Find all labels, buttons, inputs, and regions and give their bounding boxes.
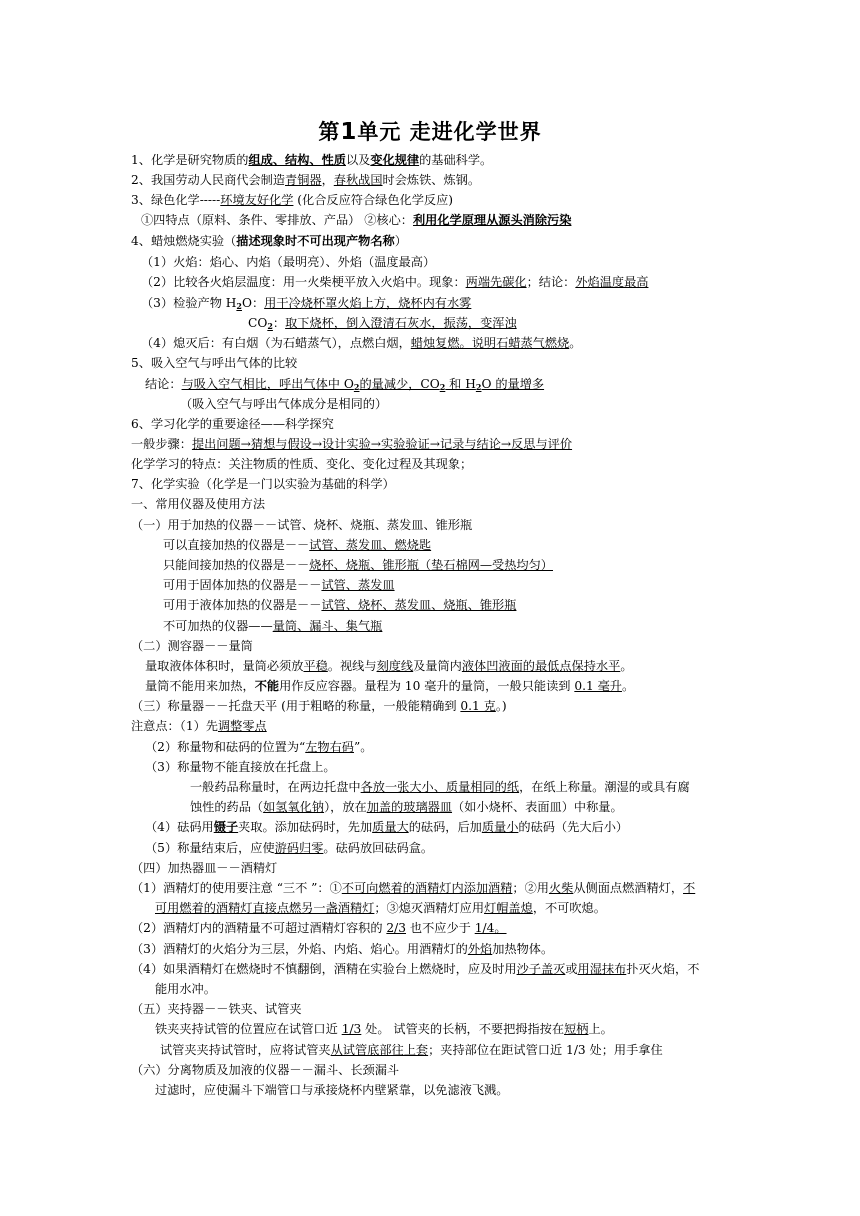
text-line <box>131 961 699 978</box>
text-line <box>141 254 435 271</box>
text-line <box>163 537 431 554</box>
text-line <box>141 212 571 229</box>
underlined-key-term: 外焰 <box>467 942 493 956</box>
text-run: （3）检验产物 H <box>141 296 237 310</box>
underlined-key-term: 利用化学原理从源头消除污染 <box>413 213 572 227</box>
text-run: 从侧面点燃酒精灯， <box>573 881 684 895</box>
underlined-key-term: 游码归零 <box>274 841 324 855</box>
underlined-key-term: 用干冷烧杯罩火焰上方，烧杯内有水雾 <box>264 296 472 310</box>
underlined-key-term: 烧杯、烧瓶、锥形瓶（垫石棉网—受热均匀） <box>309 558 553 572</box>
text-line <box>145 819 628 836</box>
text-line <box>131 456 472 473</box>
text-line <box>131 436 572 453</box>
text-run: 量筒不能用来加热， <box>145 679 255 693</box>
text-line <box>248 315 517 335</box>
text-run: ；夹持部位在距试管口近 1/3 处；用手拿住 <box>428 1043 663 1057</box>
text-run: （六）分离物质及加液的仪器－－漏斗、长颈漏斗 <box>131 1063 400 1077</box>
text-run: （5）称量结束后，应使 <box>145 841 275 855</box>
text-run: 1、化学是研究物质的 <box>131 153 249 167</box>
text-run: 扑灭火焰，不 <box>626 962 700 976</box>
text-run: ，在纸上称量。潮湿的或具有腐 <box>519 780 690 794</box>
underlined-key-term: 平稳 <box>303 659 328 673</box>
underlined-key-term: 0.1 毫升 <box>574 679 622 693</box>
text-line <box>155 1021 613 1038</box>
text-line <box>131 638 253 655</box>
text-run: O： <box>241 296 265 310</box>
underlined-key-term: 两端先碳化 <box>465 275 527 289</box>
text-line <box>163 577 395 594</box>
text-run: ），放在 <box>324 800 367 814</box>
underlined-key-term: 2 <box>475 382 482 392</box>
underlined-key-term: 试管、蒸发皿 <box>321 578 395 592</box>
text-line <box>145 658 633 675</box>
underlined-key-term: 加盖的玻璃器皿 <box>366 800 453 814</box>
text-line <box>145 739 372 756</box>
text-run: 的砝码（先大后小） <box>518 820 629 834</box>
text-run: 量取液体体积时，量筒必须放 <box>145 659 304 673</box>
text-line <box>131 233 407 250</box>
underlined-key-term: 调整零点 <box>217 719 267 733</box>
underlined-key-term: 与吸入空气相比，呼出气体中 O <box>181 377 354 391</box>
underlined-key-term: 变化规律 <box>370 153 420 167</box>
text-line <box>131 1001 302 1018</box>
text-run: 。) <box>495 699 507 713</box>
text-line <box>131 1062 399 1079</box>
title-number: 1 <box>340 119 358 145</box>
underlined-key-term: 和 H <box>445 377 476 391</box>
underlined-key-term: 用湿抹布 <box>577 962 627 976</box>
underlined-key-term: 不可向燃着的酒精灯内添加酒精 <box>341 881 513 895</box>
text-run: 过滤时，应使漏斗下端管口与承接烧杯内壁紧靠，以免滤液飞溅。 <box>155 1083 509 1097</box>
text-run: 一般步骤： <box>131 437 192 451</box>
text-line <box>155 900 606 917</box>
text-run: ；结论： <box>526 275 576 289</box>
underlined-key-term: 左物右码 <box>305 740 354 754</box>
text-run: 。 <box>569 336 582 350</box>
text-run: ： <box>272 316 286 330</box>
text-run: 及量筒内 <box>413 659 462 673</box>
text-run: （2）酒精灯内的酒精量不可超过酒精灯容积的 <box>131 921 387 935</box>
text-run: 注意点：（1）先 <box>131 719 218 733</box>
text-run: （2）比较各火焰层温度：用一火柴梗平放入火焰中。现象： <box>141 275 466 289</box>
underlined-key-term: 春秋战国 <box>333 173 383 187</box>
text-run: (化合反应符合绿色化学反应) <box>293 193 454 207</box>
text-line <box>163 557 553 574</box>
underlined-key-term: 2 <box>236 301 242 311</box>
text-run: 的砝码，后加 <box>408 820 482 834</box>
text-line <box>131 416 334 433</box>
text-run: （四）加热器皿－－酒精灯 <box>131 861 278 875</box>
text-line <box>131 496 265 513</box>
text-line <box>131 880 695 897</box>
text-run: 7、化学实验（化学是一门以实验为基础的科学） <box>131 477 395 491</box>
text-run: （3）称量物不能直接放在托盘上。 <box>145 760 336 774</box>
underlined-key-term: 量筒、漏斗、集气瓶 <box>272 619 383 633</box>
underlined-key-term: 2 <box>267 321 273 331</box>
text-run: 以及 <box>345 153 371 167</box>
text-line <box>131 718 267 735</box>
text-line <box>131 476 395 493</box>
text-run: （一）用于加热的仪器－－试管、烧杯、烧瓶、蒸发皿、锥形瓶 <box>131 518 473 532</box>
text-run: （二）测容器－－量筒 <box>131 639 253 653</box>
text-run: 可用于液体加热的仪器是－－ <box>163 598 322 612</box>
underlined-key-term: 0.1 克 <box>460 699 496 713</box>
underlined-key-term: 沙子盖灭 <box>516 962 566 976</box>
text-line <box>141 295 471 315</box>
text-run: 时会炼铁、炼钢。 <box>382 173 481 187</box>
text-run: 能用水冲。 <box>155 982 216 996</box>
text-run: 处。 试管夹的长柄，不要把拇指按在 <box>361 1022 565 1036</box>
text-run: 只能间接加热的仪器是－－ <box>163 558 310 572</box>
underlined-key-term: 青铜器 <box>285 173 322 187</box>
bold-key-term: 不能 <box>254 679 280 693</box>
underlined-key-term: 质量小 <box>481 820 519 834</box>
underlined-key-term: 从试管底部往上套 <box>330 1043 429 1057</box>
text-line <box>190 799 623 816</box>
underlined-key-term: 提出问题→猜想与假设→设计实验→实验验证→记录与结论→反思与评价 <box>191 437 573 451</box>
underlined-key-term: 火柴 <box>548 881 574 895</box>
page-title <box>0 116 860 146</box>
text-line <box>131 355 297 372</box>
underlined-key-term: 镊子 <box>213 820 239 834</box>
text-line <box>155 981 216 998</box>
text-line <box>131 860 277 877</box>
text-run: 。 <box>620 659 633 673</box>
text-line <box>145 759 336 776</box>
text-run: ） <box>394 234 407 248</box>
text-run: （2）称量物和砝码的位置为“ <box>145 740 306 754</box>
text-run: （五）夹持器－－铁夹、试管夹 <box>131 1002 302 1016</box>
text-line <box>160 1042 663 1059</box>
text-run: CO <box>248 316 268 330</box>
text-run: 2、我国劳动人民商代会制造 <box>131 173 286 187</box>
underlined-key-term: 各放一张大小、质量相同的纸 <box>360 780 520 794</box>
bold-key-term: 描述现象时不可出现产物名称 <box>236 234 395 248</box>
text-line <box>145 840 433 857</box>
text-run: 。 <box>621 679 635 693</box>
text-line <box>131 152 492 169</box>
text-run: 结论： <box>145 377 182 391</box>
text-run: 一、常用仪器及使用方法 <box>131 497 266 511</box>
text-run: 也不应少于 <box>406 921 475 935</box>
text-run: 的基础科学。 <box>419 153 493 167</box>
text-run: ”。 <box>354 740 373 754</box>
text-line <box>131 172 480 189</box>
text-run: 。砝码放回砝码盒。 <box>323 841 434 855</box>
text-run: （三）称量器－－托盘天平 (用于粗略的称量，一般能精确到 <box>131 699 461 713</box>
text-run: 或 <box>565 962 578 976</box>
text-run: 试管夹夹持试管时，应将试管夹 <box>160 1043 331 1057</box>
underlined-key-term: 环境友好化学 <box>220 193 294 207</box>
text-line <box>190 779 690 796</box>
underlined-key-term: 蜡烛复燃。说明石蜡蒸气燃烧 <box>410 336 570 350</box>
underlined-key-term: 1/4。 <box>474 921 507 935</box>
underlined-key-term: 2 <box>439 382 446 392</box>
text-run: 加热物体。 <box>492 942 554 956</box>
text-run: （吸入空气与呼出气体成分是相同的） <box>180 397 388 411</box>
text-line <box>141 335 581 352</box>
text-line <box>145 376 544 396</box>
underlined-key-term: 刻度线 <box>376 659 414 673</box>
underlined-key-term: 灯帽盖熄 <box>484 901 533 915</box>
text-run: ；③熄灭酒精灯应用 <box>374 901 485 915</box>
text-run: 一般药品称量时，在两边托盘中 <box>190 780 361 794</box>
text-run: 可用于固体加热的仪器是－－ <box>163 578 322 592</box>
text-run: ，不可吹熄。 <box>532 901 606 915</box>
text-run: ， <box>321 173 334 187</box>
text-run: 。视线与 <box>327 659 377 673</box>
underlined-key-term: 不 <box>683 881 696 895</box>
text-line <box>141 274 648 291</box>
underlined-key-term: 外焰温度最高 <box>575 275 649 289</box>
text-run: （1）火焰：焰心、内焰（最明亮）、外焰（温度最高） <box>141 255 436 269</box>
underlined-key-term: 1/3 <box>341 1022 362 1036</box>
text-run: （4）如果酒精灯在燃烧时不慎翻倒，酒精在实验台上燃烧时，应及时用 <box>131 962 517 976</box>
underlined-key-term: 试管、烧杯、蒸发皿、烧瓶、锥形瓶 <box>321 598 517 612</box>
title-rest: 单元 走进化学世界 <box>357 120 542 144</box>
underlined-key-term: 组成、结构、性质 <box>248 153 346 167</box>
underlined-key-term: 2 <box>353 382 360 392</box>
text-line <box>155 1082 508 1099</box>
underlined-key-term: O 的量增多 <box>481 377 545 391</box>
text-run: 4、蜡烛燃烧实验（ <box>131 234 237 248</box>
underlined-key-term: 如氢氧化钠 <box>263 800 325 814</box>
text-line <box>131 941 553 958</box>
text-run: （4）砝码用 <box>145 820 214 834</box>
text-line <box>163 597 516 614</box>
text-run: 用作反应容器。量程为 10 毫升的量筒，一般只能读到 <box>279 679 575 693</box>
text-line <box>163 618 382 635</box>
text-line <box>180 396 387 413</box>
text-run: （4）熄灭后：有白烟（为石蜡蒸气），点燃白烟， <box>141 336 411 350</box>
text-run: 6、学习化学的重要途径——科学探究 <box>131 417 334 431</box>
text-run: 蚀性的药品（ <box>190 800 264 814</box>
text-run: 不可加热的仪器—— <box>163 619 273 633</box>
text-line <box>145 678 634 695</box>
text-run: 上。 <box>588 1022 613 1036</box>
text-run: （1）酒精灯的使用要注意 “三不 ”：① <box>131 881 342 895</box>
text-run: （3）酒精灯的火焰分为三层，外焰、内焰、焰心。用酒精灯的 <box>131 942 468 956</box>
text-line <box>131 698 507 715</box>
text-run: （如小烧杯、表面皿）中称量。 <box>452 800 623 814</box>
text-run: 铁夹夹持试管的位置应在试管口近 <box>155 1022 342 1036</box>
underlined-key-term: 的量减少，CO <box>359 377 440 391</box>
text-run: ；②用 <box>512 881 549 895</box>
underlined-key-term: 可用燃着的酒精灯直接点燃另一盏酒精灯 <box>155 901 375 915</box>
underlined-key-term: 取下烧杯，倒入澄清石灰水，振荡，变浑浊 <box>285 316 517 330</box>
text-run: 可以直接加热的仪器是－－ <box>163 538 310 552</box>
text-line <box>131 517 472 534</box>
text-line <box>131 192 453 209</box>
underlined-key-term: 液体凹液面的最低点保持水平 <box>461 659 621 673</box>
underlined-key-term: 2/3 <box>386 921 407 935</box>
underlined-key-term: 短柄 <box>564 1022 589 1036</box>
title-prefix: 第 <box>318 120 341 144</box>
text-run: 化学学习的特点：关注物质的性质、变化、变化过程及其现象； <box>131 457 473 471</box>
text-run: ①四特点（原料、条件、零排放、产品） ②核心： <box>141 213 413 227</box>
text-run: 5、吸入空气与呼出气体的比较 <box>131 356 298 370</box>
underlined-key-term: 质量大 <box>372 820 409 834</box>
text-run: 夹取。添加砝码时，先加 <box>238 820 373 834</box>
underlined-key-term: 试管、蒸发皿、燃烧匙 <box>309 538 432 552</box>
text-run: 3、绿色化学----- <box>131 193 221 207</box>
text-line <box>131 920 507 937</box>
